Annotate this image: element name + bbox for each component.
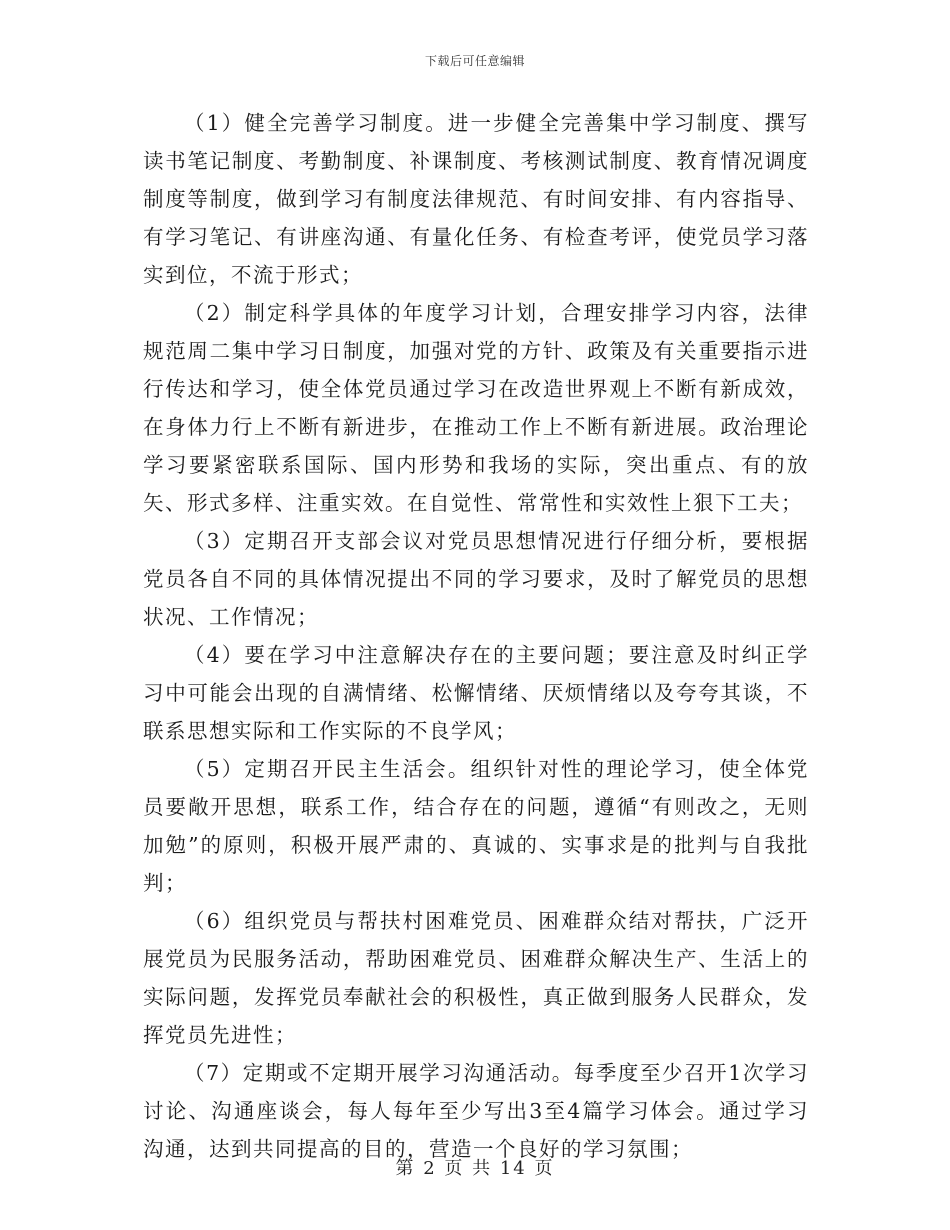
page-number-footer: 第 2 页 共 14 页 xyxy=(395,1158,555,1179)
paragraph-3: （3）定期召开支部会议对党员思想情况进行仔细分析，要根据党员各自不同的具体情况提出不同的学习要求，及时了解党员的思想状况、工作情况； xyxy=(143,529,809,629)
paragraph-4: （4）要在学习中注意解决存在的主要问题；要注意及时纠正学习中可能会出现的自满情绪、松懈情绪、厌烦情绪以及夸夸其谈，不联系思想实际和工作实际的不良学风； xyxy=(143,643,809,743)
paragraph-2: （2）制定科学具体的年度学习计划，合理安排学习内容，法律规范周二集中学习日制度，加强对党的方针、政策及有关重要指示进行传达和学习，使全体党员通过学习在改造世界观上不断有新成效，在身体力行上不断有新进步，在推动工作上不断有新进展。政治理论学习要紧密联系国际、国内形势和我场的实际，突出重点、有的放矢、形式多样、注重实效。在自觉性、常常性和实效性上狠下工夫； xyxy=(143,301,809,515)
document-body xyxy=(143,104,809,1168)
paragraph-6: （6）组织党员与帮扶村困难党员、困难群众结对帮扶，广泛开展党员为民服务活动，帮助困难党员、困难群众解决生产、生活上的实际问题，发挥党员奉献社会的积极性，真正做到服务人民群众，发挥党员先进性； xyxy=(143,909,809,1047)
paragraph-1: （1）健全完善学习制度。进一步健全完善集中学习制度、撰写读书笔记制度、考勤制度、补课制度、考核测试制度、教育情况调度制度等制度，做到学习有制度法律规范、有时间安排、有内容指导、有学习笔记、有讲座沟通、有量化任务、有检查考评，使党员学习落实到位，不流于形式； xyxy=(143,111,809,287)
paragraph-7: （7）定期或不定期开展学习沟通活动。每季度至少召开1次学习讨论、沟通座谈会，每人每年至少写出3至4篇学习体会。通过学习沟通，达到共同提高的目的，营造一个良好的学习氛围； xyxy=(143,1061,809,1161)
page-header: 下载后可任意编辑 xyxy=(424,54,525,68)
paragraph-5: （5）定期召开民主生活会。组织针对性的理论学习，使全体党员要敞开思想，联系工作，结合存在的问题，遵循“有则改之，无则加勉”的原则，积极开展严肃的、真诚的、实事求是的批判与自我批判； xyxy=(143,757,809,895)
